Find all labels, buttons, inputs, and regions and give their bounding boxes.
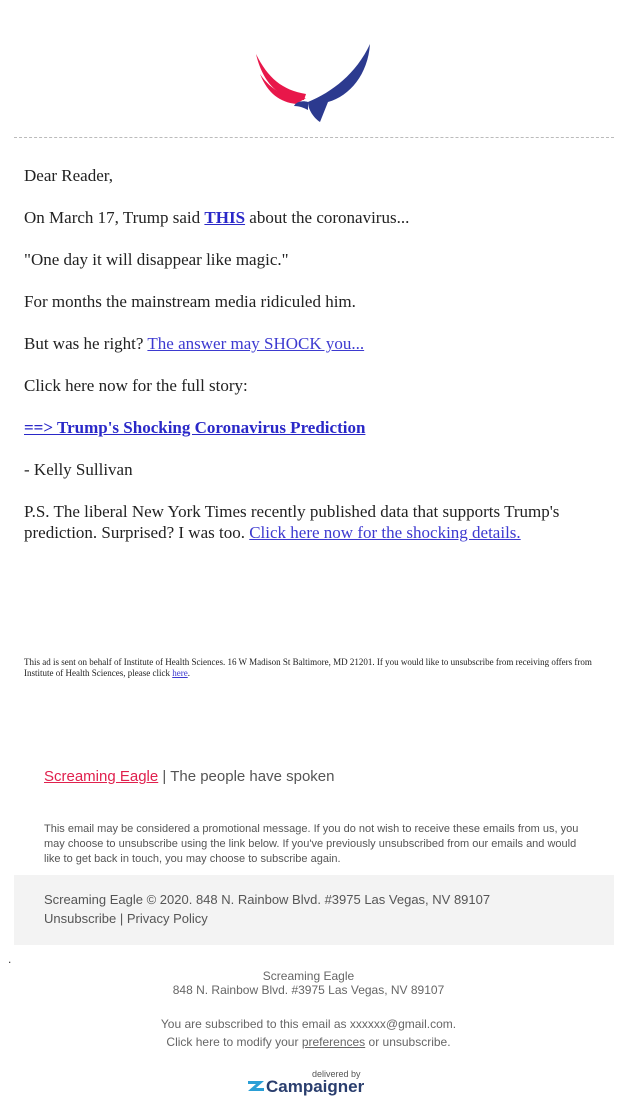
brand-link[interactable]: Screaming Eagle [44, 768, 159, 785]
campaigner-mark-icon [248, 1081, 264, 1091]
header-divider [14, 137, 614, 138]
quote: "One day it will disappear like magic." [24, 250, 289, 269]
cm-modify [0, 1035, 617, 1049]
promo-notice: This email may be considered a promotional message. If you do not wish to receive these emails from us, you may choose to unsubscribe using the link below. If you've previously unsubscribed from our emails and would like to get back in touch, you may choose to subscribe again. [44, 823, 579, 865]
footer-address: Screaming Eagle © 2020. 848 N. Rainbow Blvd. #3975 Las Vegas, NV 89107 [44, 892, 491, 907]
disclaimer-text: This ad is sent on behalf of Institute of Health Sciences. 16 W Madison St Baltimore, MD 21201. If you would like to unsubscribe from receiving offers from Institute of Health Sciences, please click [24, 657, 592, 678]
footer-box [14, 875, 614, 945]
cm-company: Screaming Eagle [262, 969, 355, 983]
cm-address: 848 N. Rainbow Blvd. #3975 Las Vegas, NV 89107 [172, 983, 445, 997]
greeting: Dear Reader, [24, 166, 113, 185]
brand-line [44, 768, 334, 785]
intro-text-end: about the coronavirus... [245, 208, 410, 227]
campaigner-logo-icon[interactable] [246, 1068, 372, 1096]
cm-subscribed: You are subscribed to this email as xxxxxx@gmail.com. [160, 1017, 457, 1031]
cta-link[interactable]: ==> Trump's Shocking Coronavirus Prediction [24, 418, 366, 437]
brand-tagline: | The people have spoken [158, 768, 335, 785]
footer-separator: | [116, 911, 127, 926]
ps-details-link[interactable]: Click here now for the shocking details. [249, 523, 521, 542]
cm-modify-text: Click here to modify your [166, 1035, 302, 1049]
stray-dot: . [8, 952, 12, 966]
unsubscribe-link[interactable]: Unsubscribe [44, 911, 117, 926]
ps-text: P.S. The liberal New York Times recently published data that supports Trump's prediction. Surprised? I was too. [24, 502, 560, 542]
intro-paragraph [24, 207, 604, 228]
shock-link[interactable]: The answer may SHOCK you... [147, 334, 365, 353]
preferences-link[interactable]: preferences [301, 1035, 366, 1049]
disclaimer-unsubscribe-link[interactable]: here [172, 668, 188, 678]
click-here-paragraph: Click here now for the full story: [24, 376, 248, 395]
signature: - Kelly Sullivan [24, 460, 133, 479]
question-paragraph [24, 333, 604, 354]
footer-links [44, 911, 208, 926]
disclaimer-end: . [187, 668, 190, 678]
delivered-by-text: delivered by [312, 1069, 361, 1079]
campaigner-wordmark: Campaigner [266, 1077, 365, 1096]
media-paragraph: For months the mainstream media ridiculed him. [24, 292, 356, 311]
screaming-eagle-logo-icon [250, 44, 378, 124]
question-text: But was he right? [24, 334, 148, 353]
cta-paragraph [24, 417, 604, 438]
intro-text: On March 17, Trump said [24, 208, 205, 227]
advertiser-disclaimer [24, 657, 610, 679]
ps-paragraph [24, 501, 604, 543]
cm-modify-end: or unsubscribe. [365, 1035, 451, 1049]
this-link[interactable]: THIS [204, 208, 246, 227]
privacy-policy-link[interactable]: Privacy Policy [126, 911, 208, 926]
